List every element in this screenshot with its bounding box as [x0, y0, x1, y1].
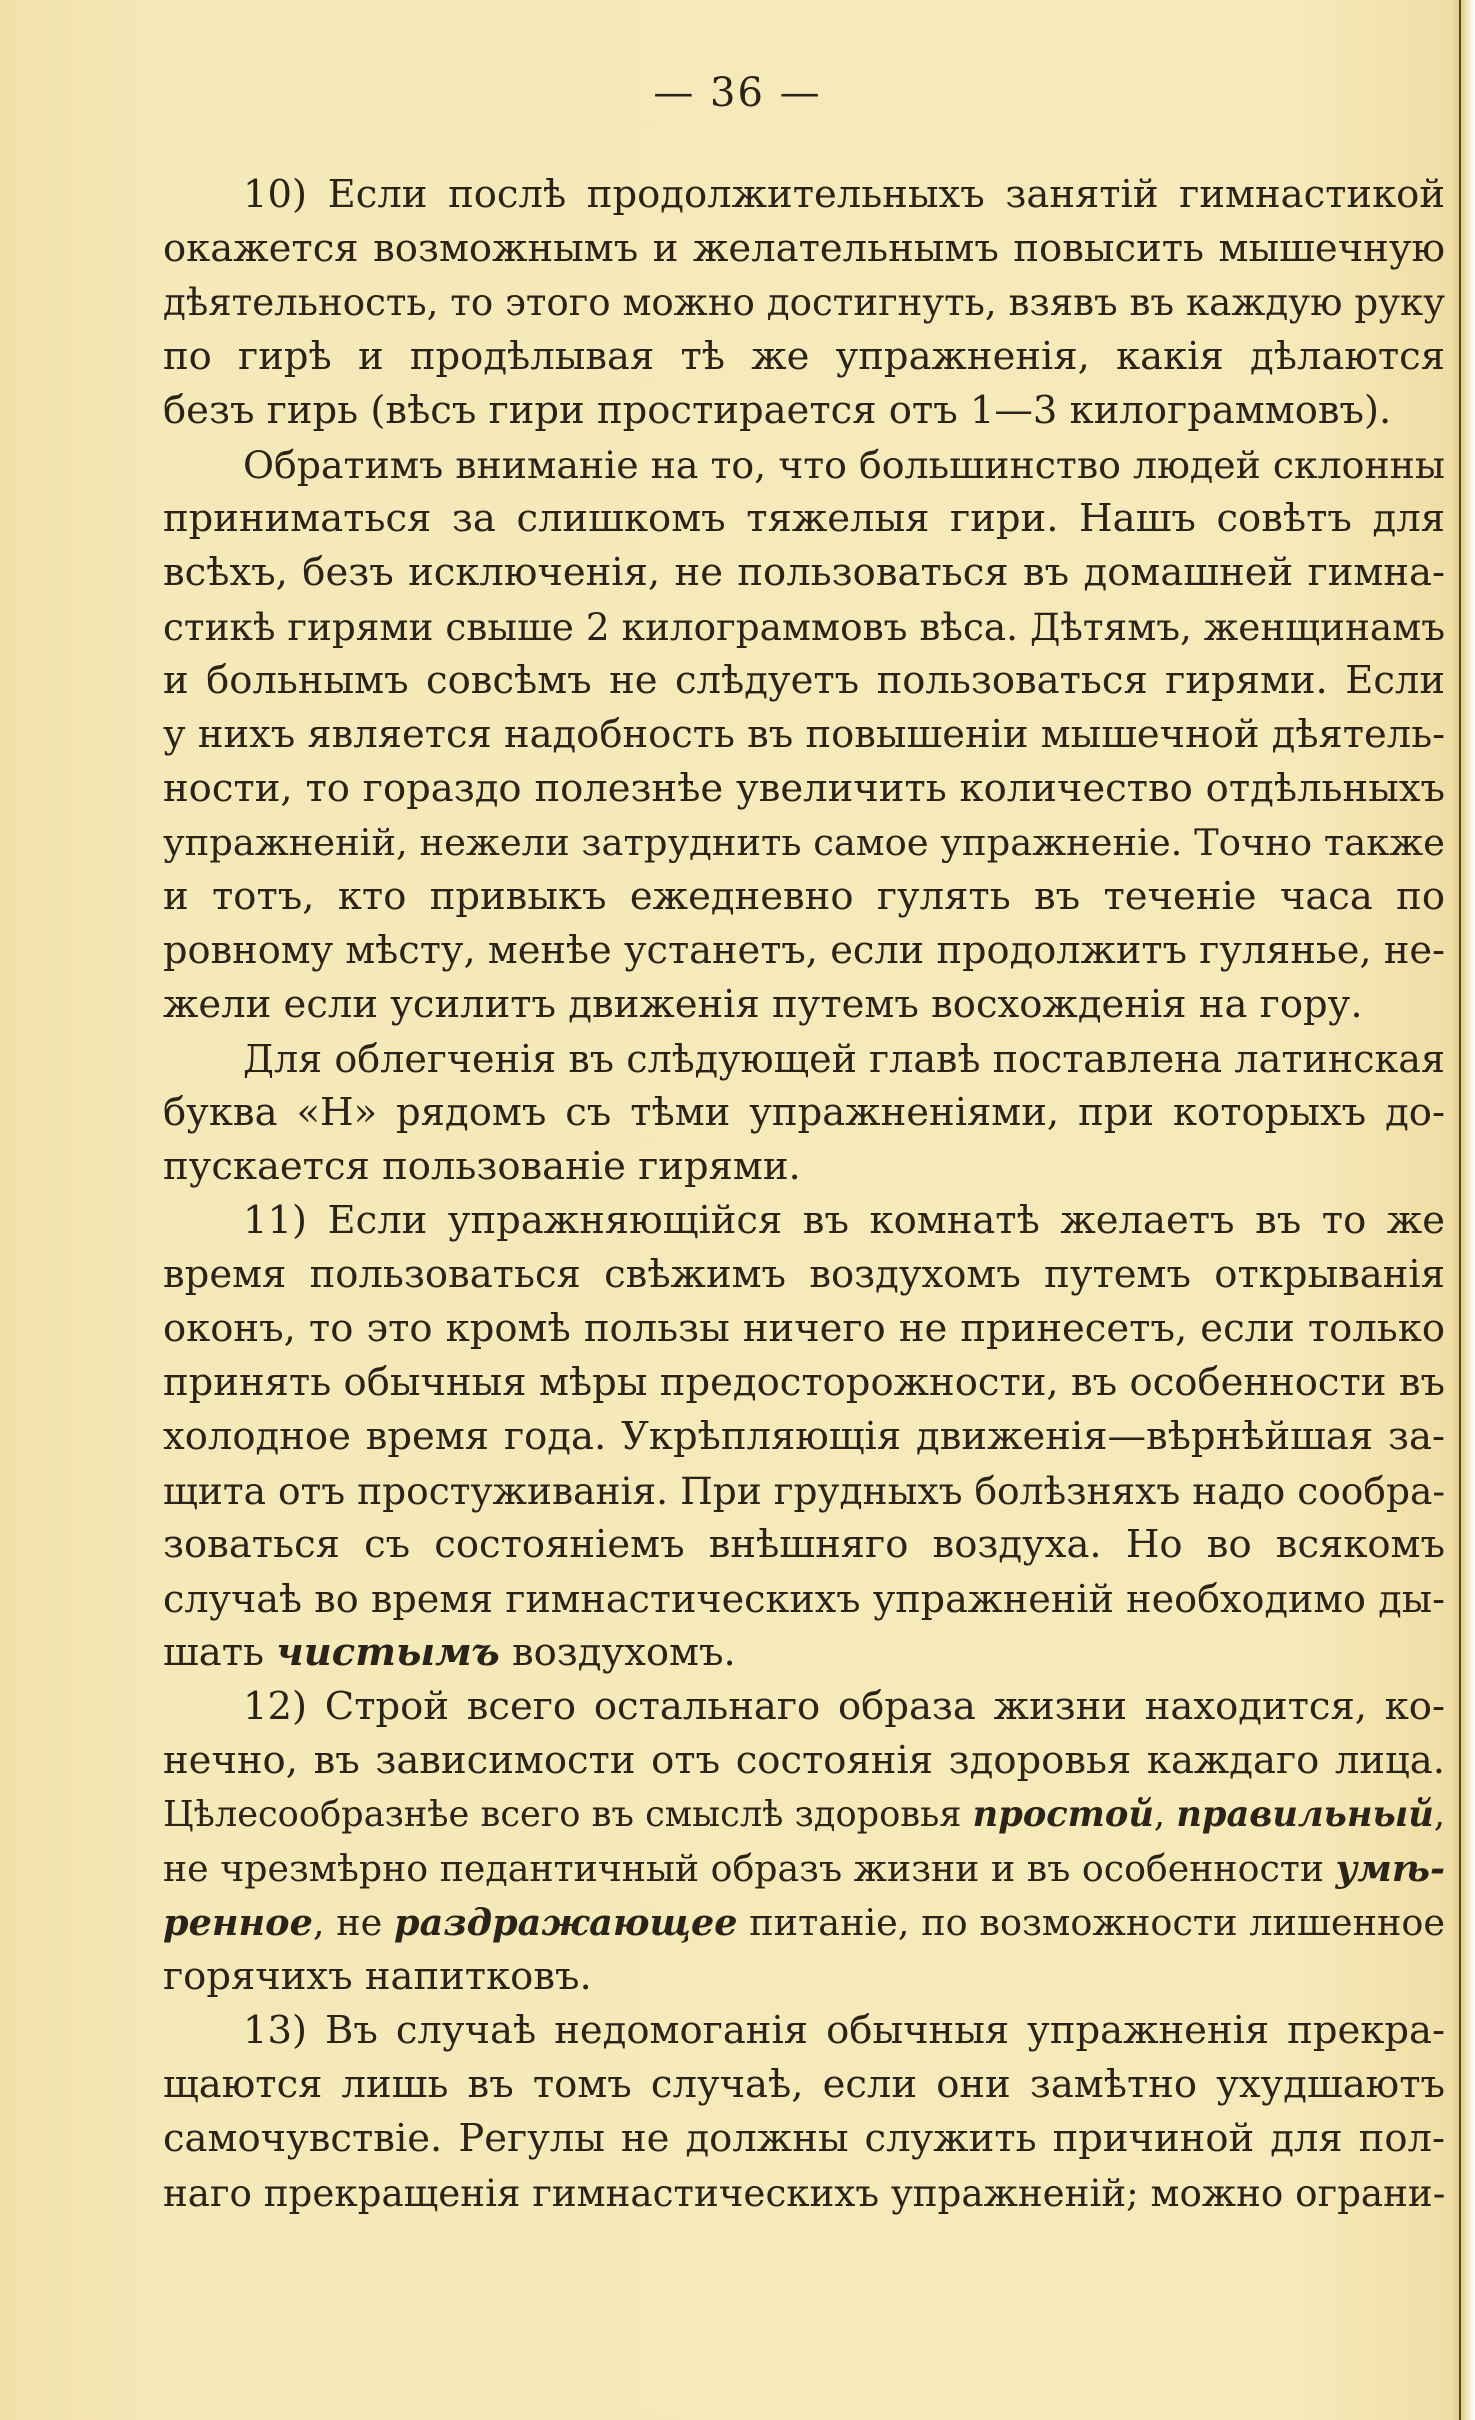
text-segment: Для облегченія въ слѣдующей главѣ поставлена латинская: [243, 1037, 1445, 1081]
text-segment: зоваться съ состояніемъ внѣшняго воздуха. Но во всякомъ: [163, 1522, 1445, 1567]
text-line: [163, 222, 1445, 276]
text-segment: пускается пользованіе гирями.: [163, 1144, 801, 1189]
text-line: [163, 2166, 1445, 2220]
text-segment: не чрезмѣрно педантичный образъ жизни и въ особенности: [163, 1847, 1336, 1890]
emphasized-text: ренное: [163, 1901, 313, 1944]
page-edge: [1453, 0, 1475, 2420]
emphasized-text: простой: [972, 1794, 1154, 1835]
text-line: [163, 1734, 1445, 1788]
text-segment: по гирѣ и продѣлывая тѣ же упражненія, какія дѣлаются: [163, 334, 1445, 379]
text-segment: ,: [1433, 1794, 1445, 1835]
text-line: [163, 1680, 1445, 1734]
text-line: [163, 1248, 1445, 1302]
text-line: [163, 1410, 1445, 1464]
text-line: [163, 1194, 1445, 1248]
text-segment: нечно, въ зависимости отъ состоянія здоровья каждаго лица.: [163, 1738, 1445, 1783]
text-line: [163, 1626, 1445, 1680]
text-segment: горячихъ напитковъ.: [163, 1954, 592, 1999]
text-line: [163, 1302, 1445, 1356]
text-segment: приниматься за слишкомъ тяжелыя гири. Нашъ совѣтъ для: [163, 496, 1445, 541]
text-line: [163, 276, 1445, 330]
text-segment: и больнымъ совсѣмъ не слѣдуетъ пользоваться гирями. Если: [163, 658, 1445, 703]
text-segment: оконъ, то это кромѣ пользы ничего не принесетъ, если только: [163, 1306, 1445, 1351]
text-segment: 11) Если упражняющійся въ комнатѣ желаетъ въ то же: [243, 1198, 1445, 1243]
text-line: [163, 978, 1445, 1032]
text-segment: 12) Строй всего остальнаго образа жизни находится, ко-: [243, 1684, 1445, 1729]
emphasized-text: умѣ-: [1335, 1847, 1445, 1890]
text-line: [163, 600, 1445, 654]
text-line: [163, 1356, 1445, 1410]
text-line: [163, 2112, 1445, 2166]
text-line: [163, 1896, 1445, 1950]
text-line: [163, 924, 1445, 978]
text-line: [163, 2058, 1445, 2112]
text-line: [163, 1572, 1445, 1626]
text-line: [163, 546, 1445, 600]
text-segment: холодное время года. Укрѣпляющія движенія—вѣрнѣйшая за-: [163, 1414, 1445, 1459]
text-line: [163, 384, 1445, 438]
text-segment: щита отъ простуживанія. При грудныхъ болѣзняхъ надо сообра-: [163, 1469, 1445, 1513]
text-segment: наго прекращенія гимнастическихъ упражненій; можно ограни-: [163, 2171, 1446, 2215]
text-line: [163, 438, 1445, 492]
text-segment: ности, то гораздо полезнѣе увеличить количество отдѣльныхъ: [163, 766, 1445, 811]
emphasized-text: чистымъ: [276, 1630, 500, 1675]
emphasized-text: раздражающее: [394, 1901, 738, 1944]
text-segment: самочувствіе. Регулы не должны служить причиной для пол-: [163, 2116, 1445, 2161]
text-segment: ,: [1153, 1794, 1177, 1835]
text-segment: , не: [312, 1901, 395, 1944]
text-segment: питаніе, по возможности лишенное: [737, 1901, 1445, 1944]
text-line: [163, 1950, 1445, 2004]
text-segment: принять обычныя мѣры предосторожности, въ особенности въ: [163, 1360, 1445, 1405]
text-segment: 10) Если послѣ продолжительныхъ занятій гимнастикой: [243, 172, 1445, 217]
text-line: [163, 2004, 1445, 2058]
text-segment: и тотъ, кто привыкъ ежедневно гулять въ теченіе часа по: [163, 874, 1445, 919]
text-segment: упражненій, нежели затруднить самое упражненіе. Точно также: [163, 821, 1445, 864]
page-number: — 36 —: [653, 70, 822, 116]
text-segment: всѣхъ, безъ исключенія, не пользоваться въ домашней гимна-: [163, 550, 1445, 595]
text-line: [163, 708, 1445, 762]
text-line: [163, 870, 1445, 924]
text-line: [163, 816, 1445, 870]
text-line: [163, 330, 1445, 384]
text-segment: жели если усилитъ движенія путемъ восхожденія на гору.: [163, 982, 1363, 1027]
text-segment: безъ гирь (вѣсъ гири простирается отъ 1—3 килограммовъ).: [163, 388, 1392, 433]
text-body: [163, 168, 1445, 2220]
text-line: [163, 1086, 1445, 1140]
text-segment: стикѣ гирями свыше 2 килограммовъ вѣса. Дѣтямъ, женщинамъ: [163, 605, 1445, 649]
text-line: [163, 1464, 1445, 1518]
text-line: [163, 168, 1445, 222]
text-segment: 13) Въ случаѣ недомоганія обычныя упражненія прекра-: [243, 2008, 1445, 2053]
text-segment: время пользоваться свѣжимъ воздухомъ путемъ открыванія: [163, 1252, 1445, 1297]
text-line: [163, 1518, 1445, 1572]
text-line: [163, 1140, 1445, 1194]
text-segment: окажется возможнымъ и желательнымъ повысить мышечную: [163, 226, 1445, 271]
text-line: [163, 492, 1445, 546]
text-line: [163, 1788, 1445, 1842]
text-line: [163, 1032, 1445, 1086]
text-segment: Обратимъ вниманіе на то, что большинство людей склонны: [243, 443, 1445, 487]
text-line: [163, 654, 1445, 708]
text-line: [163, 1842, 1445, 1896]
text-segment: щаются лишь въ томъ случаѣ, если они замѣтно ухудшаютъ: [163, 2062, 1445, 2107]
text-segment: Цѣлесообразнѣе всего въ смыслѣ здоровья: [163, 1794, 973, 1835]
text-segment: буква «Н» рядомъ съ тѣми упражненіями, при которыхъ до-: [163, 1090, 1445, 1135]
text-segment: ровному мѣсту, менѣе устанетъ, если продолжитъ гулянье, не-: [163, 928, 1445, 973]
page-edge-line: [1459, 0, 1461, 2420]
text-segment: воздухомъ.: [499, 1630, 736, 1675]
text-line: [163, 762, 1445, 816]
text-segment: шать: [163, 1630, 277, 1675]
emphasized-text: правильный: [1176, 1794, 1434, 1835]
text-segment: случаѣ во время гимнастическихъ упражненій необходимо ды-: [163, 1577, 1445, 1621]
text-segment: у нихъ является надобность въ повышеніи мышечной дѣятель-: [163, 712, 1446, 757]
text-segment: дѣятельность, то этого можно достигнуть, взявъ въ каждую руку: [163, 281, 1445, 324]
